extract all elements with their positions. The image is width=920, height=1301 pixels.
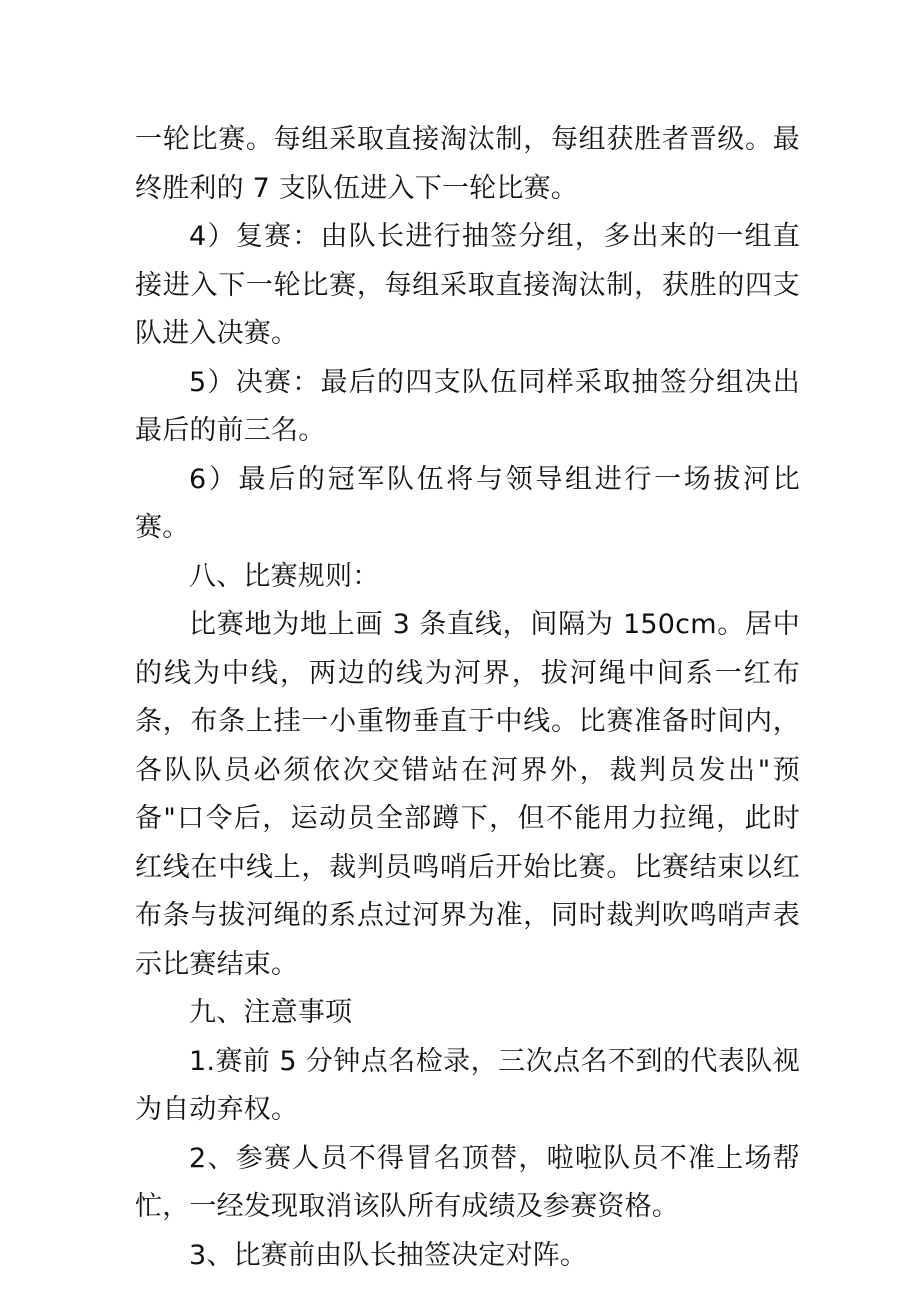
paragraph-rules: 比赛地为地上画 3 条直线，间隔为 150cm。居中的线为中线，两边的线为河界，拔河绳中间系一红布条，布条上挂一小重物垂直于中线。比赛准备时间内，各队队员必须依次交错站在河界外，裁判员发出"预备"口令后，运动员全部蹲下，但不能用力拉绳，此时红线在中线上，裁判员鸣哨后开始比赛。比赛结束以红布条与拔河绳的系点过河界为准，同时裁判吹鸣哨声表示比赛结束。	[135, 609, 800, 980]
section-heading-rules: 八、比赛规则：	[189, 560, 380, 592]
note-item-3: 3、比赛前由队长抽签决定对阵。	[189, 1239, 588, 1271]
document-body	[135, 116, 800, 1280]
note-item-2: 2、参赛人员不得冒名顶替，啦啦队员不准上场帮忙，一经发现取消该队所有成绩及参赛资格。	[135, 1142, 800, 1222]
paragraph-semifinal: 4）复赛：由队长进行抽签分组，多出来的一组直接进入下一轮比赛，每组采取直接淘汰制，获胜的四支队进入决赛。	[135, 221, 800, 349]
paragraph-final: 5）决赛：最后的四支队伍同样采取抽签分组决出最后的前三名。	[135, 366, 800, 446]
note-item-1: 1.赛前 5 分钟点名检录，三次点名不到的代表队视为自动弃权。	[135, 1045, 800, 1125]
paragraph-champion-match: 6）最后的冠军队伍将与领导组进行一场拔河比赛。	[135, 463, 800, 543]
section-heading-notes: 九、注意事项	[189, 997, 353, 1028]
paragraph-round-one: 一轮比赛。每组采取直接淘汰制，每组获胜者晋级。最终胜利的 7 支队伍进入下一轮比赛。	[135, 124, 800, 204]
